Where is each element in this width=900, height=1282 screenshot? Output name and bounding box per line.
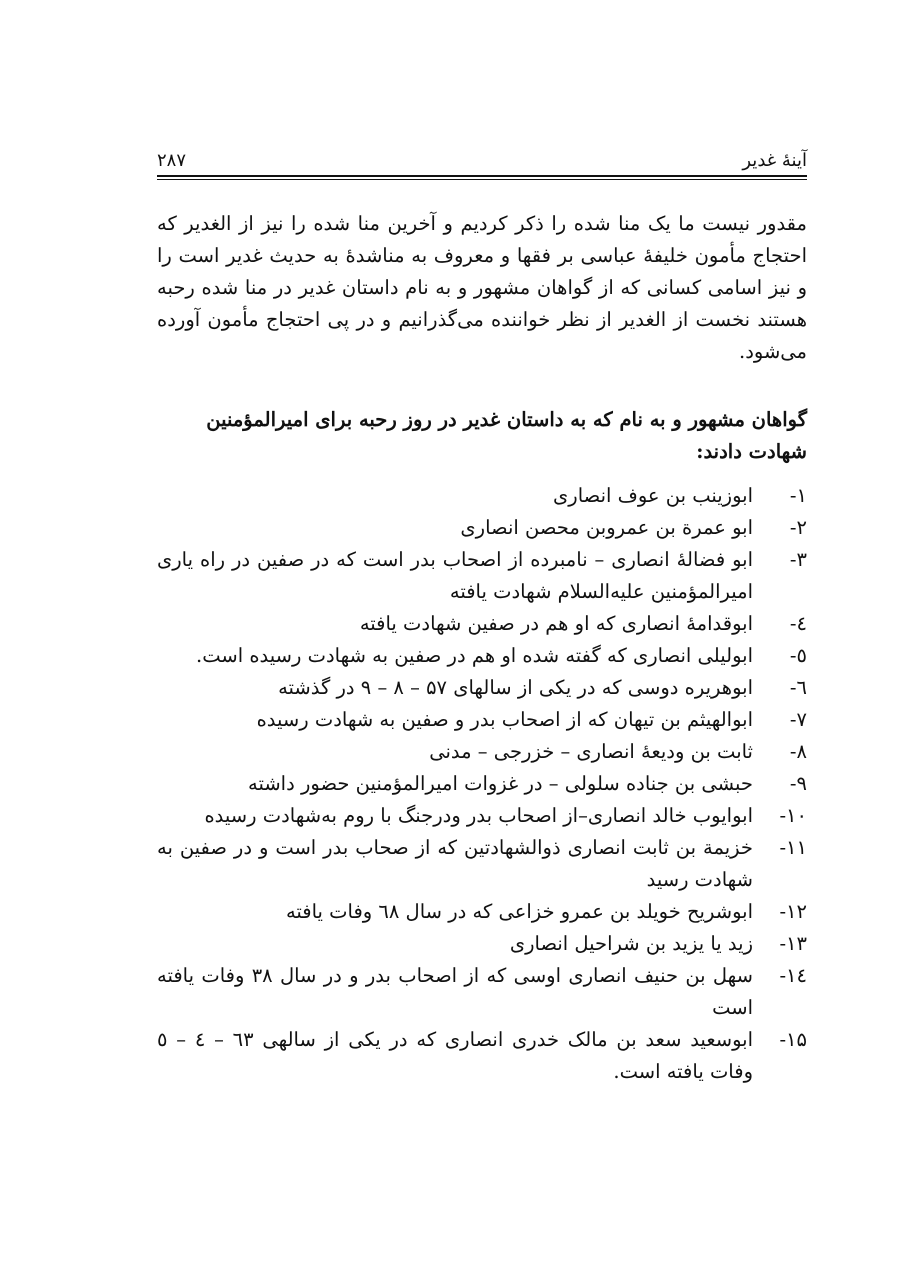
- list-item-text: ابوسعید سعد بن مالک خدری انصاری که در یکی از سالهی ٦٣ – ٤ – ٥ وفات یافته است.: [157, 1028, 753, 1083]
- list-item: [157, 640, 807, 672]
- list-item-number: ۸-: [789, 740, 807, 763]
- running-head: [157, 146, 807, 172]
- list-item-text: حبشی بن جناده سلولی – در غزوات امیرالمؤمنین حضور داشته: [248, 772, 753, 795]
- list-item: [157, 1024, 807, 1088]
- list-item-text: ابوهریره دوسی که در یکی از سالهای ۵۷ – ۸ – ۹ در گذشته: [278, 676, 753, 699]
- header-rule-thin: [157, 179, 807, 180]
- list-item-text: ابوالهیثم بن تیهان که از اصحاب بدر و صفین به شهادت رسیده: [256, 708, 753, 731]
- list-item: [157, 608, 807, 640]
- page-number: ۲۸۷: [157, 150, 187, 171]
- section-heading: گواهان مشهور و به نام که به داستان غدیر در روز رحبه برای امیرالمؤمنین شهادت دادند:: [206, 408, 807, 463]
- list-item: [157, 768, 807, 800]
- list-item-text: ابوقدامهٔ انصاری که او هم در صفین شهادت یافته: [359, 612, 753, 635]
- list-item-number: ۱۰-: [779, 804, 807, 827]
- list-item-number: ۲-: [789, 516, 807, 539]
- list-item: [157, 480, 807, 512]
- list-item-number: ۱۱-: [779, 836, 807, 859]
- list-item-number: ١٤-: [779, 964, 807, 987]
- list-item: [157, 800, 807, 832]
- list-item: [157, 704, 807, 736]
- list-item: [157, 928, 807, 960]
- list-item-text: ابوایوب خالد انصاری–از اصحاب بدر ودرجنگ با روم به‌شهادت رسیده: [204, 804, 753, 827]
- list-item-text: خزیمة بن ثابت انصاری ذوالشهادتین که از صحاب بدر است و در صفین به شهادت رسید: [157, 836, 753, 891]
- list-item-text: سهل بن حنیف انصاری اوسی که از اصحاب بدر و در سال ۳۸ وفات یافته است: [157, 964, 753, 1019]
- list-item-number: ۱۳-: [779, 932, 807, 955]
- list-item-text: ابو عمرة بن عمروبن محصن انصاری: [460, 516, 753, 539]
- list-item-number: ٤-: [789, 612, 807, 635]
- book-page: [157, 146, 807, 1088]
- list-item-number: ٥-: [789, 644, 807, 667]
- list-item-number: ۷-: [789, 708, 807, 731]
- list-item: [157, 544, 807, 608]
- header-rule-thick: [157, 175, 807, 177]
- list-item: [157, 960, 807, 1024]
- list-item-text: ابو فضالهٔ انصاری – نامبرده از اصحاب بدر است که در صفین در راه یاری امیرالمؤمنین علیه‌السلام شهادت یافته: [157, 548, 753, 603]
- list-item: [157, 832, 807, 896]
- list-item: [157, 512, 807, 544]
- list-item-text: ثابت بن ودیعهٔ انصاری – خزرجی – مدنی: [429, 740, 753, 763]
- list-item-number: ٦-: [789, 676, 807, 699]
- list-item-text: ابوشریح خویلد بن عمرو خزاعی که در سال ٦٨ وفات یافته: [285, 900, 753, 923]
- list-item-text: ابولیلی انصاری که گفته شده او هم در صفین به شهادت رسیده است.: [196, 644, 753, 667]
- list-item-number: ۱-: [789, 484, 807, 507]
- list-item-text: زید یا یزید بن شراحیل انصاری: [509, 932, 753, 955]
- book-title: آینهٔ غدیر: [742, 150, 807, 171]
- list-item-number: ۱۲-: [779, 900, 807, 923]
- list-item: [157, 672, 807, 704]
- list-item: [157, 896, 807, 928]
- list-item-number: ۹-: [789, 772, 807, 795]
- list-item: [157, 736, 807, 768]
- list-item-text: ابوزینب بن عوف انصاری: [553, 484, 753, 507]
- witness-list: [157, 480, 807, 1088]
- list-item-number: ۱۵-: [779, 1028, 807, 1051]
- intro-paragraph: مقدور نیست ما یک منا شده را ذکر کردیم و آخرین منا شده را نیز از الغدیر که احتجاج مأمون خلیفهٔ عباسی بر فقها و معروف به مناشدهٔ به حدیث غدیر است را و نیز اسامی کسانی که از گواهان مشهور و به نام داستان غدیر در منا شده رحبه هستند نخست از الغدیر از نظر خواننده می‌گذرانیم و در پی احتجاج مأمون آورده می‌شود.: [157, 212, 807, 363]
- list-item-number: ۳-: [789, 548, 807, 571]
